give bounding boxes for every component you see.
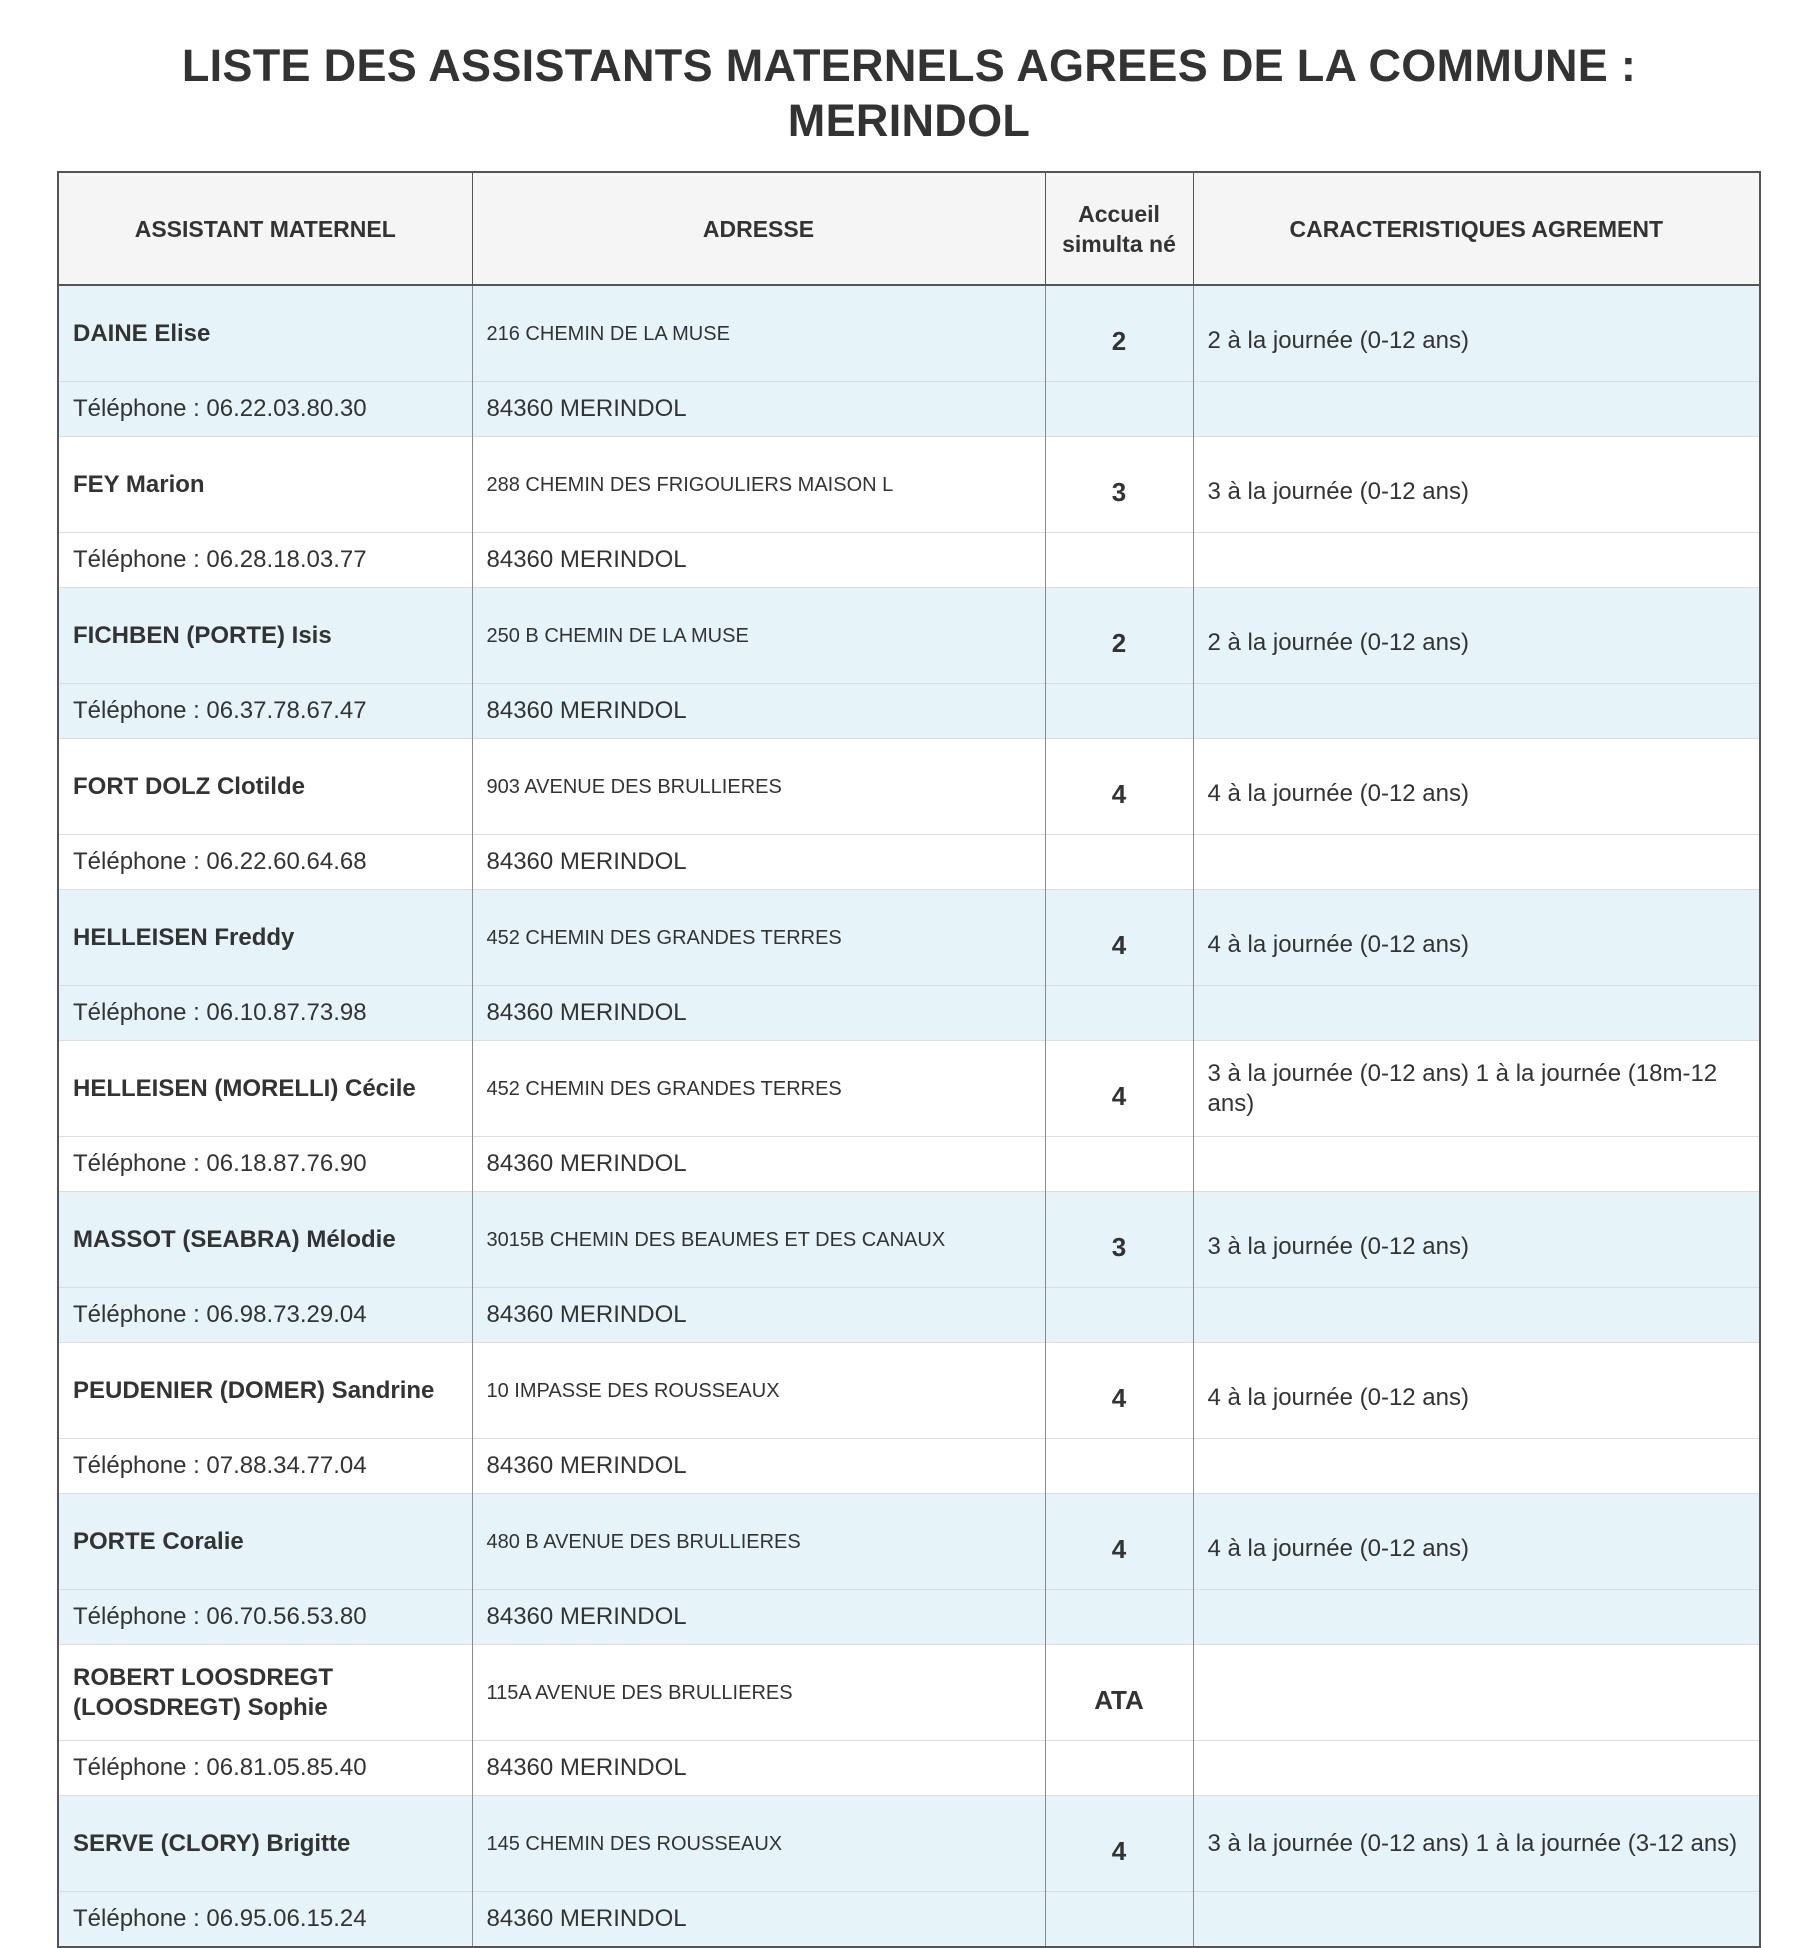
address-street: 480 B AVENUE DES BRULLIERES [472, 1494, 1045, 1590]
empty-cell [1045, 533, 1193, 588]
address-street: 115A AVENUE DES BRULLIERES [472, 1645, 1045, 1741]
table-row [59, 1192, 1759, 1288]
address-street: 216 CHEMIN DE LA MUSE [472, 285, 1045, 382]
agrement-details: 3 à la journée (0-12 ans) 1 à la journée (3-12 ans) [1193, 1796, 1759, 1892]
empty-cell [1193, 382, 1759, 437]
empty-cell [1045, 1741, 1193, 1796]
address-city: 84360 MERINDOL [472, 533, 1045, 588]
empty-cell [1045, 684, 1193, 739]
empty-cell [1045, 1439, 1193, 1494]
assistant-phone: Téléphone : 06.98.73.29.04 [59, 1288, 472, 1343]
agrement-details: 3 à la journée (0-12 ans) [1193, 437, 1759, 533]
empty-cell [1193, 986, 1759, 1041]
address-city: 84360 MERINDOL [472, 1288, 1045, 1343]
empty-cell [1193, 1741, 1759, 1796]
assistant-phone: Téléphone : 06.10.87.73.98 [59, 986, 472, 1041]
table-row [59, 684, 1759, 739]
table-row [59, 835, 1759, 890]
assistant-phone: Téléphone : 06.81.05.85.40 [59, 1741, 472, 1796]
assistant-phone: Téléphone : 06.28.18.03.77 [59, 533, 472, 588]
empty-cell [1045, 1288, 1193, 1343]
table-row [59, 588, 1759, 684]
address-street: 145 CHEMIN DES ROUSSEAUX [472, 1796, 1045, 1892]
table-header-row [59, 173, 1759, 285]
assistant-phone: Téléphone : 06.95.06.15.24 [59, 1892, 472, 1947]
table-row [59, 1137, 1759, 1192]
assistant-phone: Téléphone : 06.22.03.80.30 [59, 382, 472, 437]
assistant-name: DAINE Elise [59, 285, 472, 382]
table-row [59, 1796, 1759, 1892]
assistant-name: PEUDENIER (DOMER) Sandrine [59, 1343, 472, 1439]
accueil-count: 2 [1045, 285, 1193, 382]
address-city: 84360 MERINDOL [472, 1741, 1045, 1796]
assistant-phone: Téléphone : 06.18.87.76.90 [59, 1137, 472, 1192]
address-street: 3015B CHEMIN DES BEAUMES ET DES CANAUX [472, 1192, 1045, 1288]
address-street: 452 CHEMIN DES GRANDES TERRES [472, 890, 1045, 986]
assistant-name: MASSOT (SEABRA) Mélodie [59, 1192, 472, 1288]
agrement-details: 4 à la journée (0-12 ans) [1193, 1343, 1759, 1439]
page-title-line-2: MERINDOL [787, 95, 1031, 146]
table-row [59, 533, 1759, 588]
agrement-details: 2 à la journée (0-12 ans) [1193, 588, 1759, 684]
table-row [59, 890, 1759, 986]
accueil-count: 4 [1045, 1343, 1193, 1439]
empty-cell [1045, 986, 1193, 1041]
agrement-details: 4 à la journée (0-12 ans) [1193, 1494, 1759, 1590]
agrement-details [1193, 1645, 1759, 1741]
page-title [0, 38, 1818, 148]
accueil-count: 4 [1045, 890, 1193, 986]
address-city: 84360 MERINDOL [472, 382, 1045, 437]
address-city: 84360 MERINDOL [472, 986, 1045, 1041]
table-row [59, 437, 1759, 533]
empty-cell [1045, 835, 1193, 890]
table-row [59, 1343, 1759, 1439]
address-street: 452 CHEMIN DES GRANDES TERRES [472, 1041, 1045, 1137]
address-city: 84360 MERINDOL [472, 1439, 1045, 1494]
address-city: 84360 MERINDOL [472, 684, 1045, 739]
agrement-details: 4 à la journée (0-12 ans) [1193, 739, 1759, 835]
address-city: 84360 MERINDOL [472, 1892, 1045, 1947]
empty-cell [1193, 1590, 1759, 1645]
empty-cell [1045, 382, 1193, 437]
assistant-name: FORT DOLZ Clotilde [59, 739, 472, 835]
empty-cell [1045, 1137, 1193, 1192]
address-street: 10 IMPASSE DES ROUSSEAUX [472, 1343, 1045, 1439]
assistant-phone: Téléphone : 06.70.56.53.80 [59, 1590, 472, 1645]
table-row [59, 1590, 1759, 1645]
accueil-count: ATA [1045, 1645, 1193, 1741]
assistant-name: SERVE (CLORY) Brigitte [59, 1796, 472, 1892]
agrement-details: 2 à la journée (0-12 ans) [1193, 285, 1759, 382]
table-row [59, 1494, 1759, 1590]
accueil-count: 4 [1045, 1494, 1193, 1590]
assistant-name: FEY Marion [59, 437, 472, 533]
assistant-phone: Téléphone : 06.37.78.67.47 [59, 684, 472, 739]
header-caracteristiques: CARACTERISTIQUES AGREMENT [1193, 173, 1759, 285]
header-accueil: Accueil simulta né [1045, 173, 1193, 285]
page-title-line-1: LISTE DES ASSISTANTS MATERNELS AGREES DE LA COMMUNE : [181, 40, 1637, 91]
empty-cell [1193, 1137, 1759, 1192]
table-row [59, 1741, 1759, 1796]
accueil-count: 3 [1045, 437, 1193, 533]
accueil-count: 2 [1045, 588, 1193, 684]
assistant-phone: Téléphone : 06.22.60.64.68 [59, 835, 472, 890]
assistant-name: FICHBEN (PORTE) Isis [59, 588, 472, 684]
table-row [59, 986, 1759, 1041]
address-city: 84360 MERINDOL [472, 1590, 1045, 1645]
header-adresse: ADRESSE [472, 173, 1045, 285]
address-street: 903 AVENUE DES BRULLIERES [472, 739, 1045, 835]
empty-cell [1193, 533, 1759, 588]
address-city: 84360 MERINDOL [472, 1137, 1045, 1192]
empty-cell [1193, 1288, 1759, 1343]
assistant-name: HELLEISEN (MORELLI) Cécile [59, 1041, 472, 1137]
table-row [59, 1041, 1759, 1137]
address-street: 250 B CHEMIN DE LA MUSE [472, 588, 1045, 684]
table-row [59, 1645, 1759, 1741]
empty-cell [1193, 835, 1759, 890]
empty-cell [1193, 1439, 1759, 1494]
header-assistant: ASSISTANT MATERNEL [59, 173, 472, 285]
accueil-count: 4 [1045, 739, 1193, 835]
assistants-table [57, 171, 1761, 1948]
assistant-name: PORTE Coralie [59, 1494, 472, 1590]
empty-cell [1193, 684, 1759, 739]
agrement-details: 4 à la journée (0-12 ans) [1193, 890, 1759, 986]
agrement-details: 3 à la journée (0-12 ans) [1193, 1192, 1759, 1288]
assistant-phone: Téléphone : 07.88.34.77.04 [59, 1439, 472, 1494]
table-row [59, 1892, 1759, 1947]
accueil-count: 4 [1045, 1796, 1193, 1892]
empty-cell [1193, 1892, 1759, 1947]
empty-cell [1045, 1590, 1193, 1645]
table-row [59, 382, 1759, 437]
table-row [59, 1288, 1759, 1343]
assistant-name: ROBERT LOOSDREGT (LOOSDREGT) Sophie [59, 1645, 472, 1741]
accueil-count: 4 [1045, 1041, 1193, 1137]
table-row [59, 1439, 1759, 1494]
accueil-count: 3 [1045, 1192, 1193, 1288]
address-street: 288 CHEMIN DES FRIGOULIERS MAISON L [472, 437, 1045, 533]
table-row [59, 739, 1759, 835]
assistant-name: HELLEISEN Freddy [59, 890, 472, 986]
address-city: 84360 MERINDOL [472, 835, 1045, 890]
table-row [59, 285, 1759, 382]
agrement-details: 3 à la journée (0-12 ans) 1 à la journée (18m-12 ans) [1193, 1041, 1759, 1137]
empty-cell [1045, 1892, 1193, 1947]
